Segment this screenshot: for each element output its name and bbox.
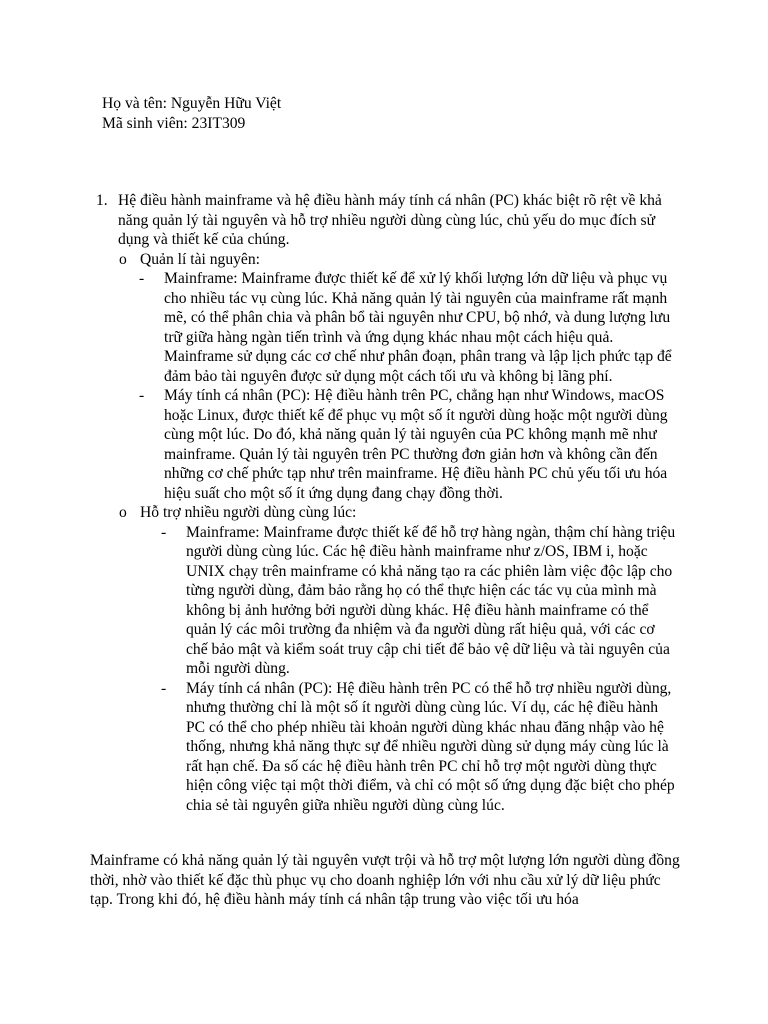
question-intro: Hệ điều hành mainframe và hệ điều hành máy tính cá nhân (PC) khác biệt rõ rệt về khả năng quản lý tài nguyên và hỗ trợ nhiều người dùng cùng lúc, chủ yếu do mục đích sử dụng và thiết kế của chúng. — [118, 192, 662, 248]
student-name: Họ và tên: Nguyễn Hữu Việt — [102, 95, 282, 112]
list-item-pc-resources — [139, 386, 678, 503]
section-resource-management — [119, 250, 678, 270]
student-id: Mã sinh viên: 23IT309 — [102, 114, 246, 132]
conclusion-paragraph: Mainframe có khả năng quản lý tài nguyên vượt trội và hỗ trợ một lượng lớn người dùng đồng thời, nhờ vào thiết kế đặc thù phục vụ cho doanh nghiệp lớn với nhu cầu xử lý dữ liệu phức tạp. Trong khi đó, hệ điều hành máy tính cá nhân tập trung vào việc tối ưu hóa — [90, 852, 680, 908]
list-item-text: Mainframe: Mainframe được thiết kế để hỗ trợ hàng ngàn, thậm chí hàng triệu người dùng cùng lúc. Các hệ điều hành mainframe như z/OS, IBM i, hoặc UNIX chạy trên mainframe có khả năng tạo ra các phiên làm việc độc lập cho từng người dùng, đảm bảo rằng họ có thể thực hiện các tác vụ của mình mà không bị ảnh hưởng bởi người dùng khác. Hệ điều hành mainframe có thể quản lý các môi trường đa nhiệm và đa người dùng rất hiệu quả, với các cơ chế bảo mật và kiểm soát truy cập chi tiết để bảo vệ dữ liệu và tài nguyên của mỗi người dùng. — [186, 523, 676, 677]
dash-marker: - — [161, 679, 167, 697]
question-1 — [96, 191, 678, 815]
list-item-mainframe-resources — [139, 269, 678, 386]
list-item-text: Máy tính cá nhân (PC): Hệ điều hành trên PC, chẳng hạn như Windows, macOS hoặc Linux, được thiết kế để phục vụ một số ít người dùng hoặc một người dùng cùng một lúc. Do đó, khả năng quản lý tài nguyên của PC không mạnh mẽ như mainframe. Quản lý tài nguyên trên PC thường đơn giản hơn và không cần đến những cơ chế phức tạp như trên mainframe. Hệ điều hành PC chủ yếu tối ưu hóa hiệu suất cho một số ít ứng dụng đang chạy đồng thời. — [164, 387, 668, 502]
list-item-text: Máy tính cá nhân (PC): Hệ điều hành trên PC có thể hỗ trợ nhiều người dùng, nhưng thường chỉ là một số ít người dùng cùng lúc. Ví dụ, các hệ điều hành PC có thể cho phép nhiều tài khoản người dùng khác nhau đăng nhập vào hệ thống, nhưng khả năng thực sự để nhiều người dùng sử dụng máy cùng lúc là rất hạn chế. Đa số các hệ điều hành trên PC chỉ hỗ trợ một người dùng thực hiện công việc tại một thời điểm, và chỉ có một số ứng dụng đặc biệt cho phép chia sẻ tài nguyên giữa nhiều người dùng cùng lúc. — [186, 679, 675, 814]
bullet-marker: o — [119, 504, 127, 521]
dash-marker: - — [161, 523, 167, 541]
section-title: Quản lí tài nguyên: — [140, 250, 260, 268]
dash-marker: - — [139, 270, 145, 287]
section-multi-user-support — [119, 503, 678, 523]
student-header — [102, 94, 281, 133]
list-item-text: Mainframe: Mainframe được thiết kế để xử lý khối lượng lớn dữ liệu và phục vụ cho nhiều tác vụ cùng lúc. Khả năng quản lý tài nguyên của mainframe rất mạnh mẽ, có thể phân chia và phân bổ tài nguyên như CPU, bộ nhớ, và dung lượng lưu trữ giữa hàng ngàn tiến trình và ứng dụng khác nhau một cách hiệu quả. Mainframe sử dụng các cơ chế như phân đoạn, phân trang và lập lịch phức tạp để đảm bảo tài nguyên được sử dụng một cách tối ưu và không bị lãng phí. — [164, 270, 672, 385]
list-item-mainframe-users — [161, 523, 678, 679]
bullet-marker: o — [119, 250, 127, 268]
dash-marker: - — [139, 387, 145, 404]
question-number: 1. — [96, 192, 108, 209]
section-title: Hỗ trợ nhiều người dùng cùng lúc: — [140, 504, 357, 521]
list-item-pc-users — [161, 679, 678, 816]
